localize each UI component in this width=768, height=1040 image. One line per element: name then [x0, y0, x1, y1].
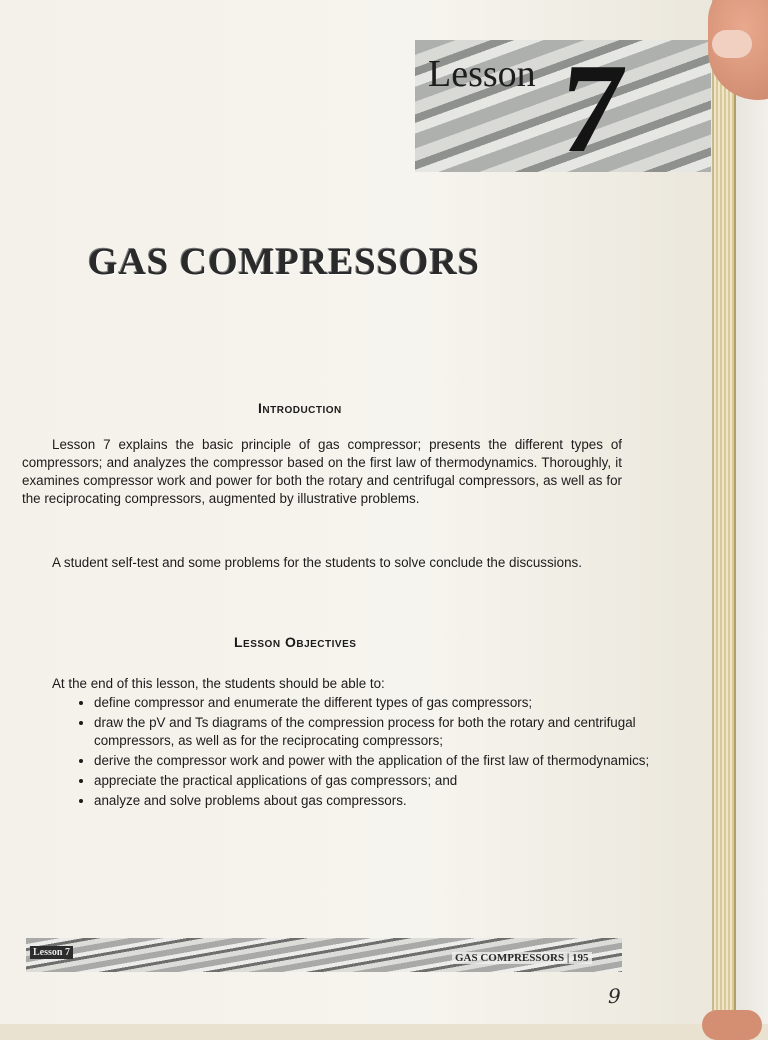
objective-item: • analyze and solve problems about gas compressors.	[94, 792, 666, 810]
introduction-paragraph-2	[22, 554, 622, 572]
page-title: GAS COMPRESSORS	[88, 241, 480, 283]
introduction-paragraph-2-text: A student self-test and some problems for the students to solve conclude the discussions.	[52, 555, 582, 570]
introduction-paragraph-1	[22, 436, 622, 508]
banner-lesson-word: Lesson	[428, 53, 536, 95]
footer-lesson-tab: Lesson 7	[30, 946, 73, 959]
footer-running-title: GAS COMPRESSORS | 195	[452, 952, 592, 964]
introduction-heading: Introduction	[258, 400, 342, 416]
objectives-heading: Lesson Objectives	[234, 634, 357, 650]
objective-item: • define compressor and enumerate the different types of gas compressors;	[94, 694, 666, 712]
objective-item: • draw the pV and Ts diagrams of the compression process for both the rotary and centrifugal compressors, as well as for the reciprocating compressors;	[94, 714, 666, 750]
introduction-paragraph-1-text: Lesson 7 explains the basic principle of gas compressor; presents the different types of compressors; and analyzes the compressor based on the first law of thermodynamics. Thoroughly, it examines compressor work and power for both the rotary and centrifugal compressors, as well as for the reciprocating compressors, augmented by illustrative problems.	[22, 437, 622, 506]
banner-lesson-number: 7	[552, 37, 632, 179]
objectives-list	[52, 694, 666, 812]
handwritten-page-number: 9	[608, 984, 621, 1008]
objective-item: • derive the compressor work and power with the application of the first law of thermodynamics;	[94, 752, 666, 770]
objectives-intro: At the end of this lesson, the students should be able to:	[52, 676, 385, 691]
fingernail	[712, 30, 752, 58]
table-background	[736, 0, 768, 1024]
book-page-edges	[712, 8, 736, 1018]
holding-finger-bottom	[702, 1010, 762, 1040]
objective-item: • appreciate the practical applications of gas compressors; and	[94, 772, 666, 790]
